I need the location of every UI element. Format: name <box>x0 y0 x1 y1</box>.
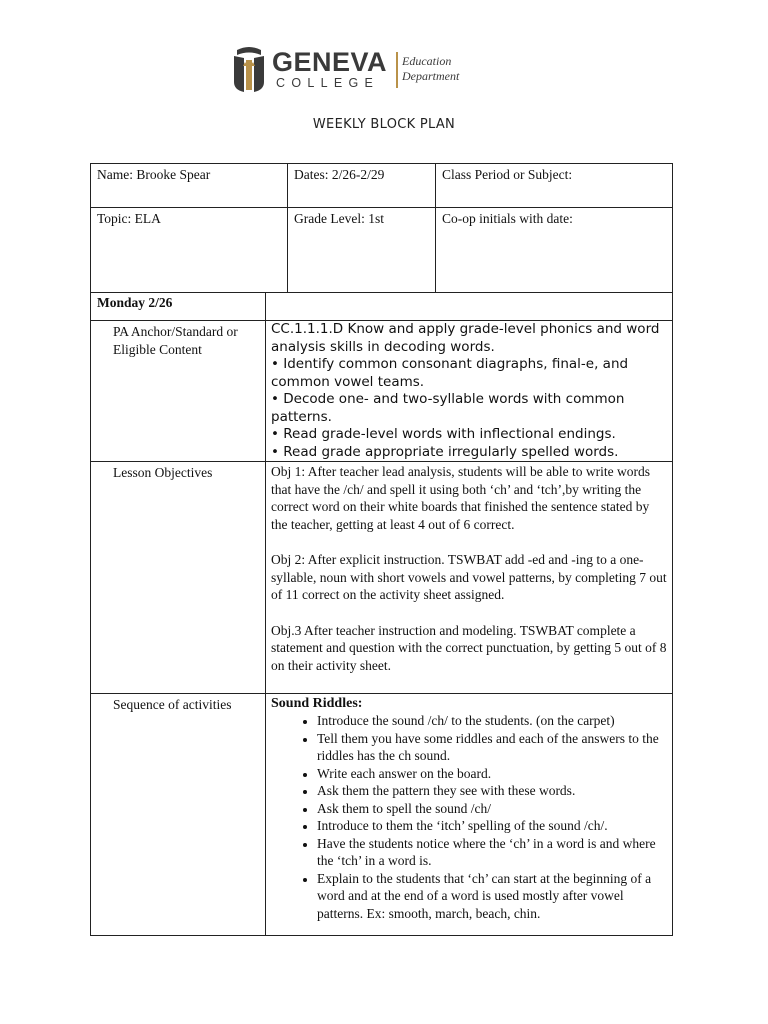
list-item: • Introduce the sound /ch/ to the students. (on the carpet) <box>317 712 668 730</box>
standards-label: PA Anchor/Standard or Eligible Content <box>91 321 266 462</box>
standard-line: • Identify common consonant diagraphs, final-e, and common vowel teams. <box>271 356 629 390</box>
standard-line: • Read grade appropriate irregularly spelled words. <box>271 443 619 460</box>
geneva-shield-crown-icon <box>232 46 266 92</box>
day-row <box>91 293 673 321</box>
department-line-2: Department <box>402 69 460 83</box>
standard-line: CC.1.1.1.D Know and apply grade-level phonics and word analysis skills in decoding words. <box>271 321 660 355</box>
sequence-label: Sequence of activities <box>91 694 266 936</box>
logo-divider <box>396 52 398 88</box>
dates: Dates: 2/26-2/29 <box>288 164 436 208</box>
info-row <box>91 208 673 293</box>
standards-content <box>266 321 673 462</box>
list-item: • Introduce to them the ‘itch’ spelling of the sound /ch/. <box>317 817 668 835</box>
objective-2: Obj 2: After explicit instruction. TSWBAT add -ed and -ing to a one-syllable, noun with short vowels and vowel patterns, by completing 7 out of 11 correct on the activity sheet assigned. <box>271 552 667 602</box>
list-item: • Tell them you have some riddles and each of the answers to the riddles has the ch sound. <box>317 730 668 765</box>
sequence-content <box>266 694 673 936</box>
objectives-content <box>266 462 673 694</box>
list-item: • Ask them to spell the sound /ch/ <box>317 800 668 818</box>
info-row <box>91 164 673 208</box>
list-item: • Ask them the pattern they see with these words. <box>317 782 668 800</box>
sequence-row <box>91 694 673 936</box>
objective-3: Obj.3 After teacher instruction and modeling. TSWBAT complete a statement and question with the correct punctuation, by getting 5 out of 8 on their activity sheet. <box>271 622 667 673</box>
sequence-heading: Sound Riddles: <box>271 696 363 711</box>
department-name <box>402 54 459 84</box>
brand-college: COLLEGE <box>276 76 380 90</box>
sequence-list <box>271 712 668 922</box>
list-item: • Explain to the students that ‘ch’ can start at the beginning of a word and at the end of a word is used mostly after vowel patterns. Ex: smooth, march, beach, chin. <box>317 870 668 923</box>
info-table <box>90 163 673 293</box>
list-item: • Have the students notice where the ‘ch’ in a word is and where the ‘tch’ in a word is. <box>317 835 668 870</box>
topic: Topic: ELA <box>91 208 288 293</box>
grade-level: Grade Level: 1st <box>288 208 436 293</box>
standard-line: • Decode one- and two-syllable words with common patterns. <box>271 391 625 425</box>
objective-1: Obj 1: After teacher lead analysis, students will be able to write words that have the /ch/ and spell it using both ‘ch’ and ‘tch’,by writing the correct word on their white boards that finished the sentence stated by the teacher, getting at least 4 out of 6 correct. <box>271 464 651 532</box>
standards-row <box>91 321 673 462</box>
standard-line: • Read grade-level words with inflectional endings. <box>271 426 616 442</box>
geneva-college-logo <box>232 46 472 92</box>
class-period: Class Period or Subject: <box>436 164 673 208</box>
objectives-row <box>91 462 673 694</box>
plan-table <box>90 292 673 936</box>
list-item: • Write each answer on the board. <box>317 765 668 783</box>
page-title: WEEKLY BLOCK PLAN <box>312 117 456 132</box>
coop-initials: Co-op initials with date: <box>436 208 673 293</box>
student-name: Name: Brooke Spear <box>91 164 288 208</box>
objectives-label: Lesson Objectives <box>91 462 266 694</box>
department-line-1: Education <box>402 54 452 68</box>
day-heading-empty <box>266 293 673 321</box>
day-heading: Monday 2/26 <box>91 293 266 321</box>
brand-name: GENEVA <box>272 47 388 77</box>
